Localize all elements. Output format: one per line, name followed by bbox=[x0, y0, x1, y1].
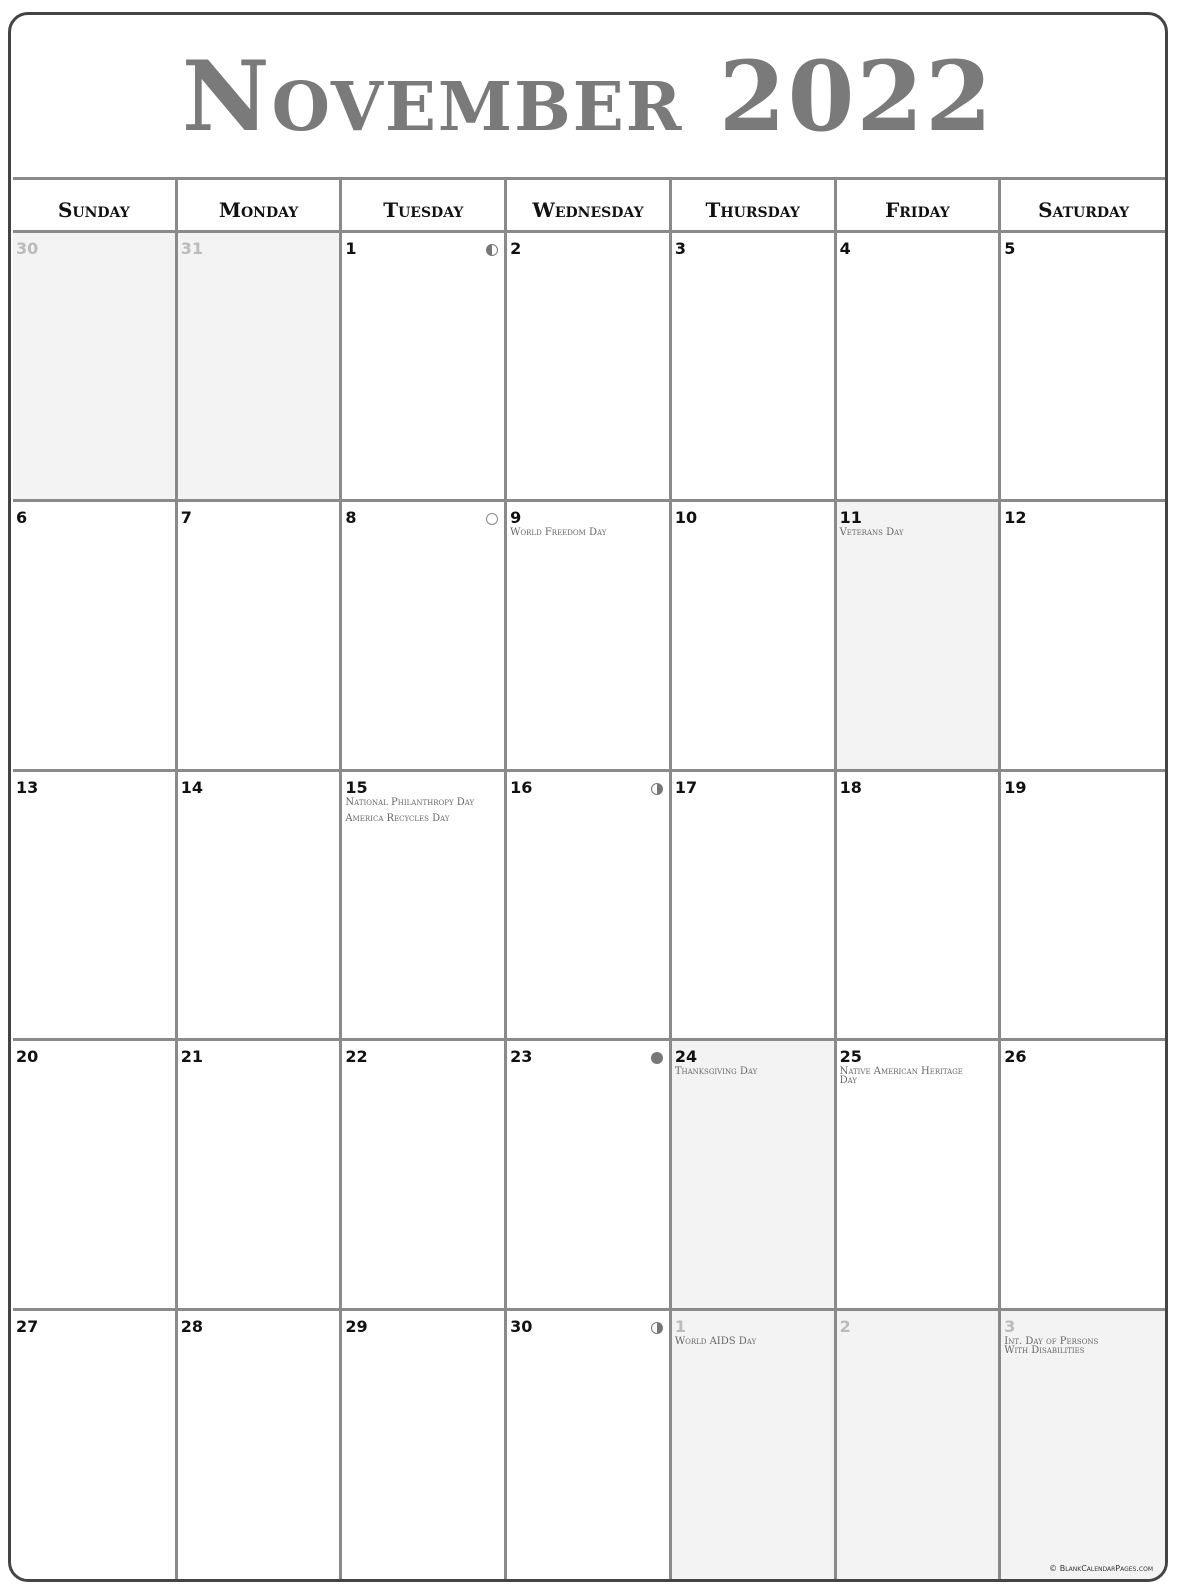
day-events bbox=[675, 1067, 832, 1083]
weekday-header-friday: Friday bbox=[837, 180, 1002, 233]
day-number: 15 bbox=[345, 777, 368, 797]
day-cell[interactable] bbox=[342, 772, 507, 1041]
event-label: Native American Heritage Day bbox=[839, 1066, 963, 1087]
day-cell[interactable] bbox=[672, 502, 837, 771]
event-label: Thanksgiving Day bbox=[674, 1066, 758, 1078]
day-number: 18 bbox=[839, 777, 862, 797]
day-number: 8 bbox=[345, 508, 357, 528]
full-moon-icon bbox=[486, 513, 498, 525]
day-cell[interactable] bbox=[178, 772, 343, 1041]
weekday-header-saturday: Saturday bbox=[1001, 180, 1166, 233]
day-events bbox=[510, 528, 667, 544]
day-number: 13 bbox=[16, 777, 39, 797]
day-cell[interactable] bbox=[507, 502, 672, 771]
weekday-header-thursday: Thursday bbox=[672, 180, 837, 233]
day-number: 11 bbox=[839, 508, 862, 528]
event-label: National Philanthropy Day bbox=[345, 796, 475, 808]
day-cell[interactable] bbox=[178, 502, 343, 771]
day-events bbox=[345, 798, 502, 830]
day-cell[interactable] bbox=[837, 1311, 1002, 1580]
day-cell[interactable] bbox=[507, 1041, 672, 1310]
day-number: 2 bbox=[839, 1316, 851, 1336]
day-number: 22 bbox=[345, 1047, 368, 1067]
day-cell[interactable] bbox=[837, 502, 1002, 771]
event-label: World Freedom Day bbox=[510, 527, 607, 539]
day-cell[interactable] bbox=[672, 1041, 837, 1310]
day-cell[interactable] bbox=[1001, 1041, 1166, 1310]
day-number: 30 bbox=[16, 239, 39, 258]
day-number: 17 bbox=[674, 777, 698, 797]
day-number: 12 bbox=[1004, 508, 1027, 528]
calendar-frame bbox=[8, 12, 1168, 1582]
event-label: World AIDS Day bbox=[674, 1335, 757, 1347]
day-events bbox=[675, 1337, 832, 1353]
day-cell[interactable] bbox=[1001, 772, 1166, 1041]
first-quarter-moon-icon bbox=[651, 1322, 663, 1334]
day-number: 21 bbox=[180, 1047, 203, 1067]
calendar-title: November 2022 bbox=[181, 39, 995, 153]
copyright-footer: © BlankCalendarPages.com bbox=[1049, 1564, 1153, 1573]
day-number: 30 bbox=[510, 1316, 533, 1336]
day-cell[interactable] bbox=[13, 1311, 178, 1580]
day-events bbox=[1004, 1337, 1164, 1362]
day-number: 3 bbox=[674, 239, 686, 258]
day-events bbox=[840, 1067, 997, 1092]
day-cell[interactable] bbox=[672, 772, 837, 1041]
day-events bbox=[840, 528, 997, 544]
weekday-header-wednesday: Wednesday bbox=[507, 180, 672, 233]
day-cell[interactable] bbox=[178, 233, 343, 502]
day-cell[interactable] bbox=[178, 1041, 343, 1310]
day-cell[interactable] bbox=[342, 1041, 507, 1310]
day-number: 1 bbox=[674, 1316, 686, 1336]
day-cell[interactable] bbox=[1001, 1311, 1166, 1580]
calendar-title-container bbox=[11, 15, 1165, 177]
day-cell[interactable] bbox=[507, 1311, 672, 1580]
day-number: 29 bbox=[345, 1316, 368, 1336]
day-number: 2 bbox=[510, 239, 522, 258]
day-number: 9 bbox=[510, 508, 522, 528]
day-cell[interactable] bbox=[1001, 502, 1166, 771]
weekday-header-monday: Monday bbox=[178, 180, 343, 233]
day-number: 25 bbox=[839, 1047, 862, 1067]
new-moon-icon bbox=[651, 1052, 663, 1064]
day-number: 1 bbox=[345, 239, 357, 258]
last-quarter-moon-icon bbox=[486, 244, 498, 256]
day-number: 14 bbox=[180, 777, 203, 797]
day-number: 26 bbox=[1004, 1047, 1027, 1067]
day-cell[interactable] bbox=[13, 1041, 178, 1310]
day-number: 31 bbox=[180, 239, 203, 258]
day-cell[interactable] bbox=[672, 1311, 837, 1580]
day-cell[interactable] bbox=[837, 233, 1002, 502]
day-cell[interactable] bbox=[178, 1311, 343, 1580]
event-label: Int. Day of Persons With Disabilities bbox=[1004, 1335, 1099, 1356]
first-quarter-moon-icon bbox=[651, 783, 663, 795]
day-number: 6 bbox=[16, 508, 28, 528]
day-cell[interactable] bbox=[1001, 233, 1166, 502]
day-cell[interactable] bbox=[342, 1311, 507, 1580]
day-cell[interactable] bbox=[837, 772, 1002, 1041]
day-cell[interactable] bbox=[13, 502, 178, 771]
weekday-header-tuesday: Tuesday bbox=[342, 180, 507, 233]
day-number: 19 bbox=[1004, 777, 1027, 797]
day-number: 4 bbox=[839, 239, 851, 258]
day-cell[interactable] bbox=[13, 233, 178, 502]
day-number: 7 bbox=[180, 508, 192, 528]
day-cell[interactable] bbox=[342, 502, 507, 771]
day-number: 10 bbox=[674, 508, 698, 528]
event-label: Veterans Day bbox=[839, 527, 904, 539]
day-number: 3 bbox=[1004, 1316, 1016, 1336]
day-number: 16 bbox=[510, 777, 533, 797]
day-cell[interactable] bbox=[13, 772, 178, 1041]
weekday-header-sunday: Sunday bbox=[13, 180, 178, 233]
calendar-grid bbox=[13, 177, 1166, 1580]
day-number: 28 bbox=[180, 1316, 203, 1336]
day-cell[interactable] bbox=[672, 233, 837, 502]
day-number: 5 bbox=[1004, 239, 1016, 258]
day-number: 20 bbox=[16, 1047, 39, 1067]
day-number: 23 bbox=[510, 1047, 533, 1067]
day-cell[interactable] bbox=[507, 772, 672, 1041]
day-cell[interactable] bbox=[507, 233, 672, 502]
day-number: 24 bbox=[674, 1047, 698, 1067]
day-number: 27 bbox=[16, 1316, 39, 1336]
day-cell[interactable] bbox=[837, 1041, 1002, 1310]
event-label: America Recycles Day bbox=[345, 812, 450, 824]
day-cell[interactable] bbox=[342, 233, 507, 502]
